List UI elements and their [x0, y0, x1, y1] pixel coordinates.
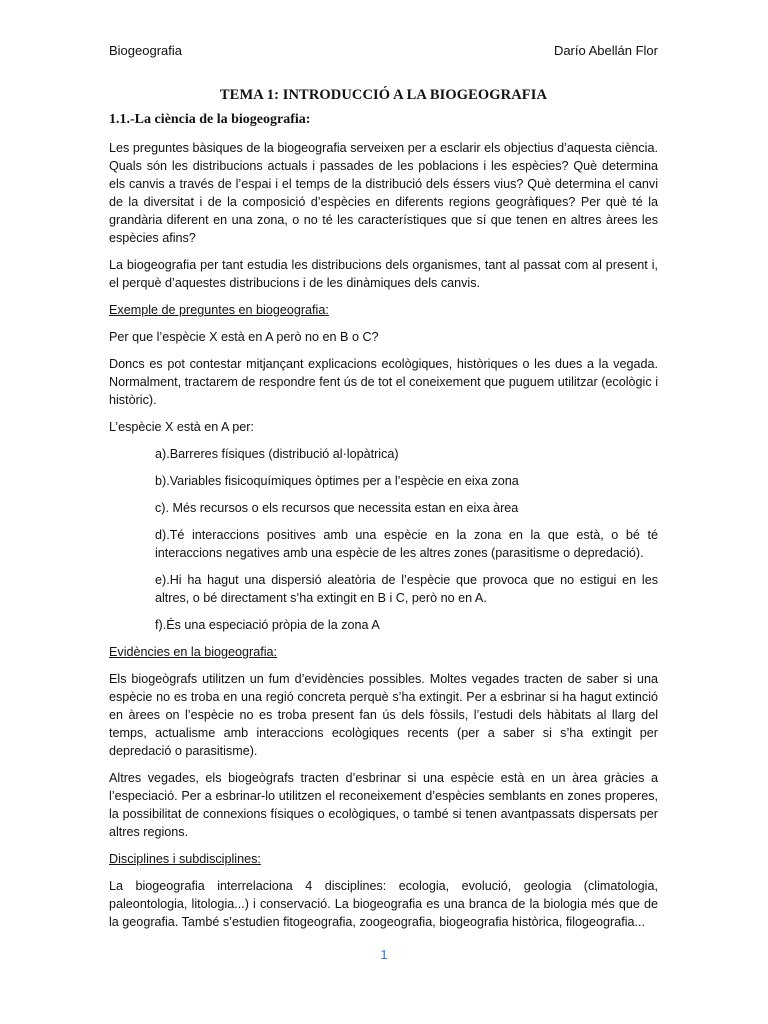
list-item-a: a).Barreres físiques (distribució al·lopàtrica): [155, 447, 399, 461]
intro-paragraph-2: La biogeografia per tant estudia les distribucions dels organismes, tant al passat com al present i, el perquè d’aquestes distribucions i de les dinàmiques dels canvis.: [109, 258, 658, 290]
subheading-disciplines: Disciplines i subdisciplines:: [109, 852, 261, 866]
disciplines-paragraph: La biogeografia interrelaciona 4 disciplines: ecologia, evolució, geologia (climatologia, paleontologia, litologia...) i conservació. La biogeografia es una branca de la biologia més que de la geografia. També s’estudien fitogeografia, zoogeografia, biogeografia històrica, filogeografia...: [109, 879, 658, 929]
list-item-b: b).Variables fisicoquímiques òptimes per a l’espècie en eixa zona: [155, 474, 519, 488]
list-item-f: f).És una especiació pròpia de la zona A: [155, 618, 380, 632]
subheading-evidence: Evidències en la biogeografia:: [109, 645, 278, 659]
list-item-c: c). Més recursos o els recursos que necessita estan en eixa àrea: [155, 501, 519, 515]
evidence-paragraph-2: Altres vegades, els biogeògrafs tracten d’esbrinar si una espècie està en un àrea gràcies a l’especiació. Per a esbrinar-lo utilitzen el reconeixement d’espècies semblants en zones properes, la possibilitat de connexions físiques o ecològiques, o també si tenen avantpassats dispersats per altres regions.: [109, 771, 658, 839]
list-intro: L’espècie X està en A per:: [109, 420, 254, 434]
header-subject: Biogeografia: [109, 43, 182, 58]
header-author: Darío Abellán Flor: [553, 43, 658, 58]
answer-paragraph: Doncs es pot contestar mitjançant explicacions ecològiques, històriques o les dues a la vegada. Normalment, tractarem de respondre fent ús de tot el coneixement que puguem utilitzar (ecològic i històric).: [109, 357, 658, 407]
intro-paragraph-1: Les preguntes bàsiques de la biogeografia serveixen per a esclarir els objectius d’aquesta ciència. Quals són les distribucions actuals i passades de les poblacions i les espècies? Què determina els canvis a través de l’espai i el temps de la distribució dels éssers vius? Què determina el canvi de la diversitat i de la composició d’espècies en diferents regions geogràfiques? Per què té la grandària diferent en una zona, o no té les característiques que sí que tenen en altres àrees les espècies afins?: [109, 141, 658, 245]
list-item-d: d).Té interaccions positives amb una espècie en la zona en la que està, o bé té interaccions negatives amb una espècie de les altres zones (parasitisme o depredació).: [155, 528, 658, 560]
document-body: [109, 84, 658, 940]
list-item-e: e).Hi ha hagut una dispersió aleatòria de l’espècie que provoca que no estigui en les altres, o bé directament s’ha extingit en B i C, però no en A.: [155, 573, 658, 605]
page-number: 1: [380, 947, 388, 962]
example-question: Per que l’espècie X està en A però no en B o C?: [109, 330, 379, 344]
document-title: TEMA 1: INTRODUCCIÓ A LA BIOGEOGRAFIA: [219, 87, 548, 103]
subheading-examples: Exemple de preguntes en biogeografia:: [109, 303, 329, 317]
section-heading: 1.1.-La ciència de la biogeografia:: [109, 112, 311, 127]
evidence-paragraph-1: Els biogeògrafs utilitzen un fum d’evidències possibles. Moltes vegades tracten de saber si una espècie no es troba en una regió concreta perquè s’ha extingit. Per a esbrinar si ha hagut extinció en àrees on l’espècie no es troba present fan ús dels fòssils, l’estudi dels hàbitats al llarg del temps, actualisme amb interaccions ecològiques recents (per a saber si s’ha extingit per depredació o parasitisme).: [109, 672, 658, 758]
page-header: [109, 42, 658, 60]
